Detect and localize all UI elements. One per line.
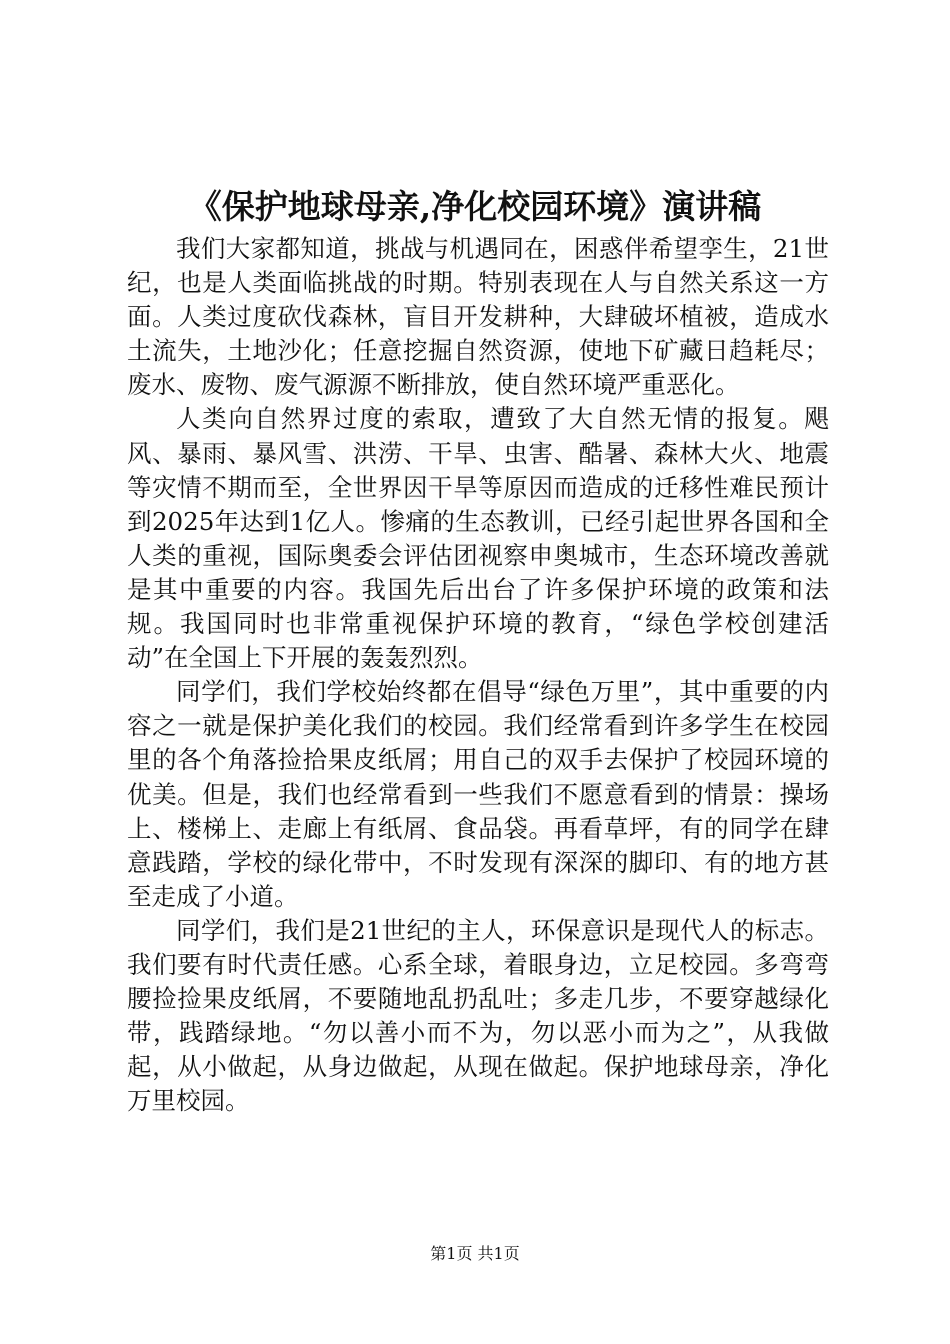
paragraph: 同学们，我们是21世纪的主人，环保意识是现代人的标志。我们要有时代责任感。心系全球，着眼身边，立足校园。多弯弯腰捡捡果皮纸屑，不要随地乱扔乱吐；多走几步，不要穿越绿化带，践踏绿地。“勿以善小而不为，勿以恶小而为之”，从我做起，从小做起，从身边做起，从现在做起。保护地球母亲，净化万里校园。	[127, 915, 829, 1116]
paragraph: 人类向自然界过度的索取，遭致了大自然无情的报复。飓风、暴雨、暴风雪、洪涝、干旱、虫害、酷暑、森林大火、地震等灾情不期而至，全世界因干旱等原因而造成的迁移性难民预计到2025年达到1亿人。惨痛的生态教训，已经引起世界各国和全人类的重视，国际奥委会评估团视察申奥城市，生态环境改善就是其中重要的内容。我国先后出台了许多保护环境的政策和法规。我国同时也非常重视保护环境的教育，“绿色学校创建活动”在全国上下开展的轰轰烈烈。	[127, 404, 829, 673]
paragraph: 我们大家都知道，挑战与机遇同在，困惑伴希望孪生，21世纪，也是人类面临挑战的时期。特别表现在人与自然关系这一方面。人类过度砍伐森林，盲目开发耕种，大肆破坏植被，造成水土流失，土地沙化；任意挖掘自然资源，使地下矿藏日趋耗尽；废水、废物、废气源源不断排放，使自然环境严重恶化。	[127, 234, 829, 400]
document-title: 《保护地球母亲,净化校园环境》演讲稿	[188, 187, 762, 226]
document-body	[127, 232, 829, 1118]
page-number-footer: 第1页 共1页	[430, 1244, 520, 1263]
paragraph: 同学们，我们学校始终都在倡导“绿色万里”，其中重要的内容之一就是保护美化我们的校园。我们经常看到许多学生在校园里的各个角落捡拾果皮纸屑；用自己的双手去保护了校园环境的优美。但是，我们也经常看到一些我们不愿意看到的情景：操场上、楼梯上、走廊上有纸屑、食品袋。再看草坪，有的同学在肆意践踏，学校的绿化带中，不时发现有深深的脚印、有的地方甚至走成了小道。	[127, 677, 829, 911]
